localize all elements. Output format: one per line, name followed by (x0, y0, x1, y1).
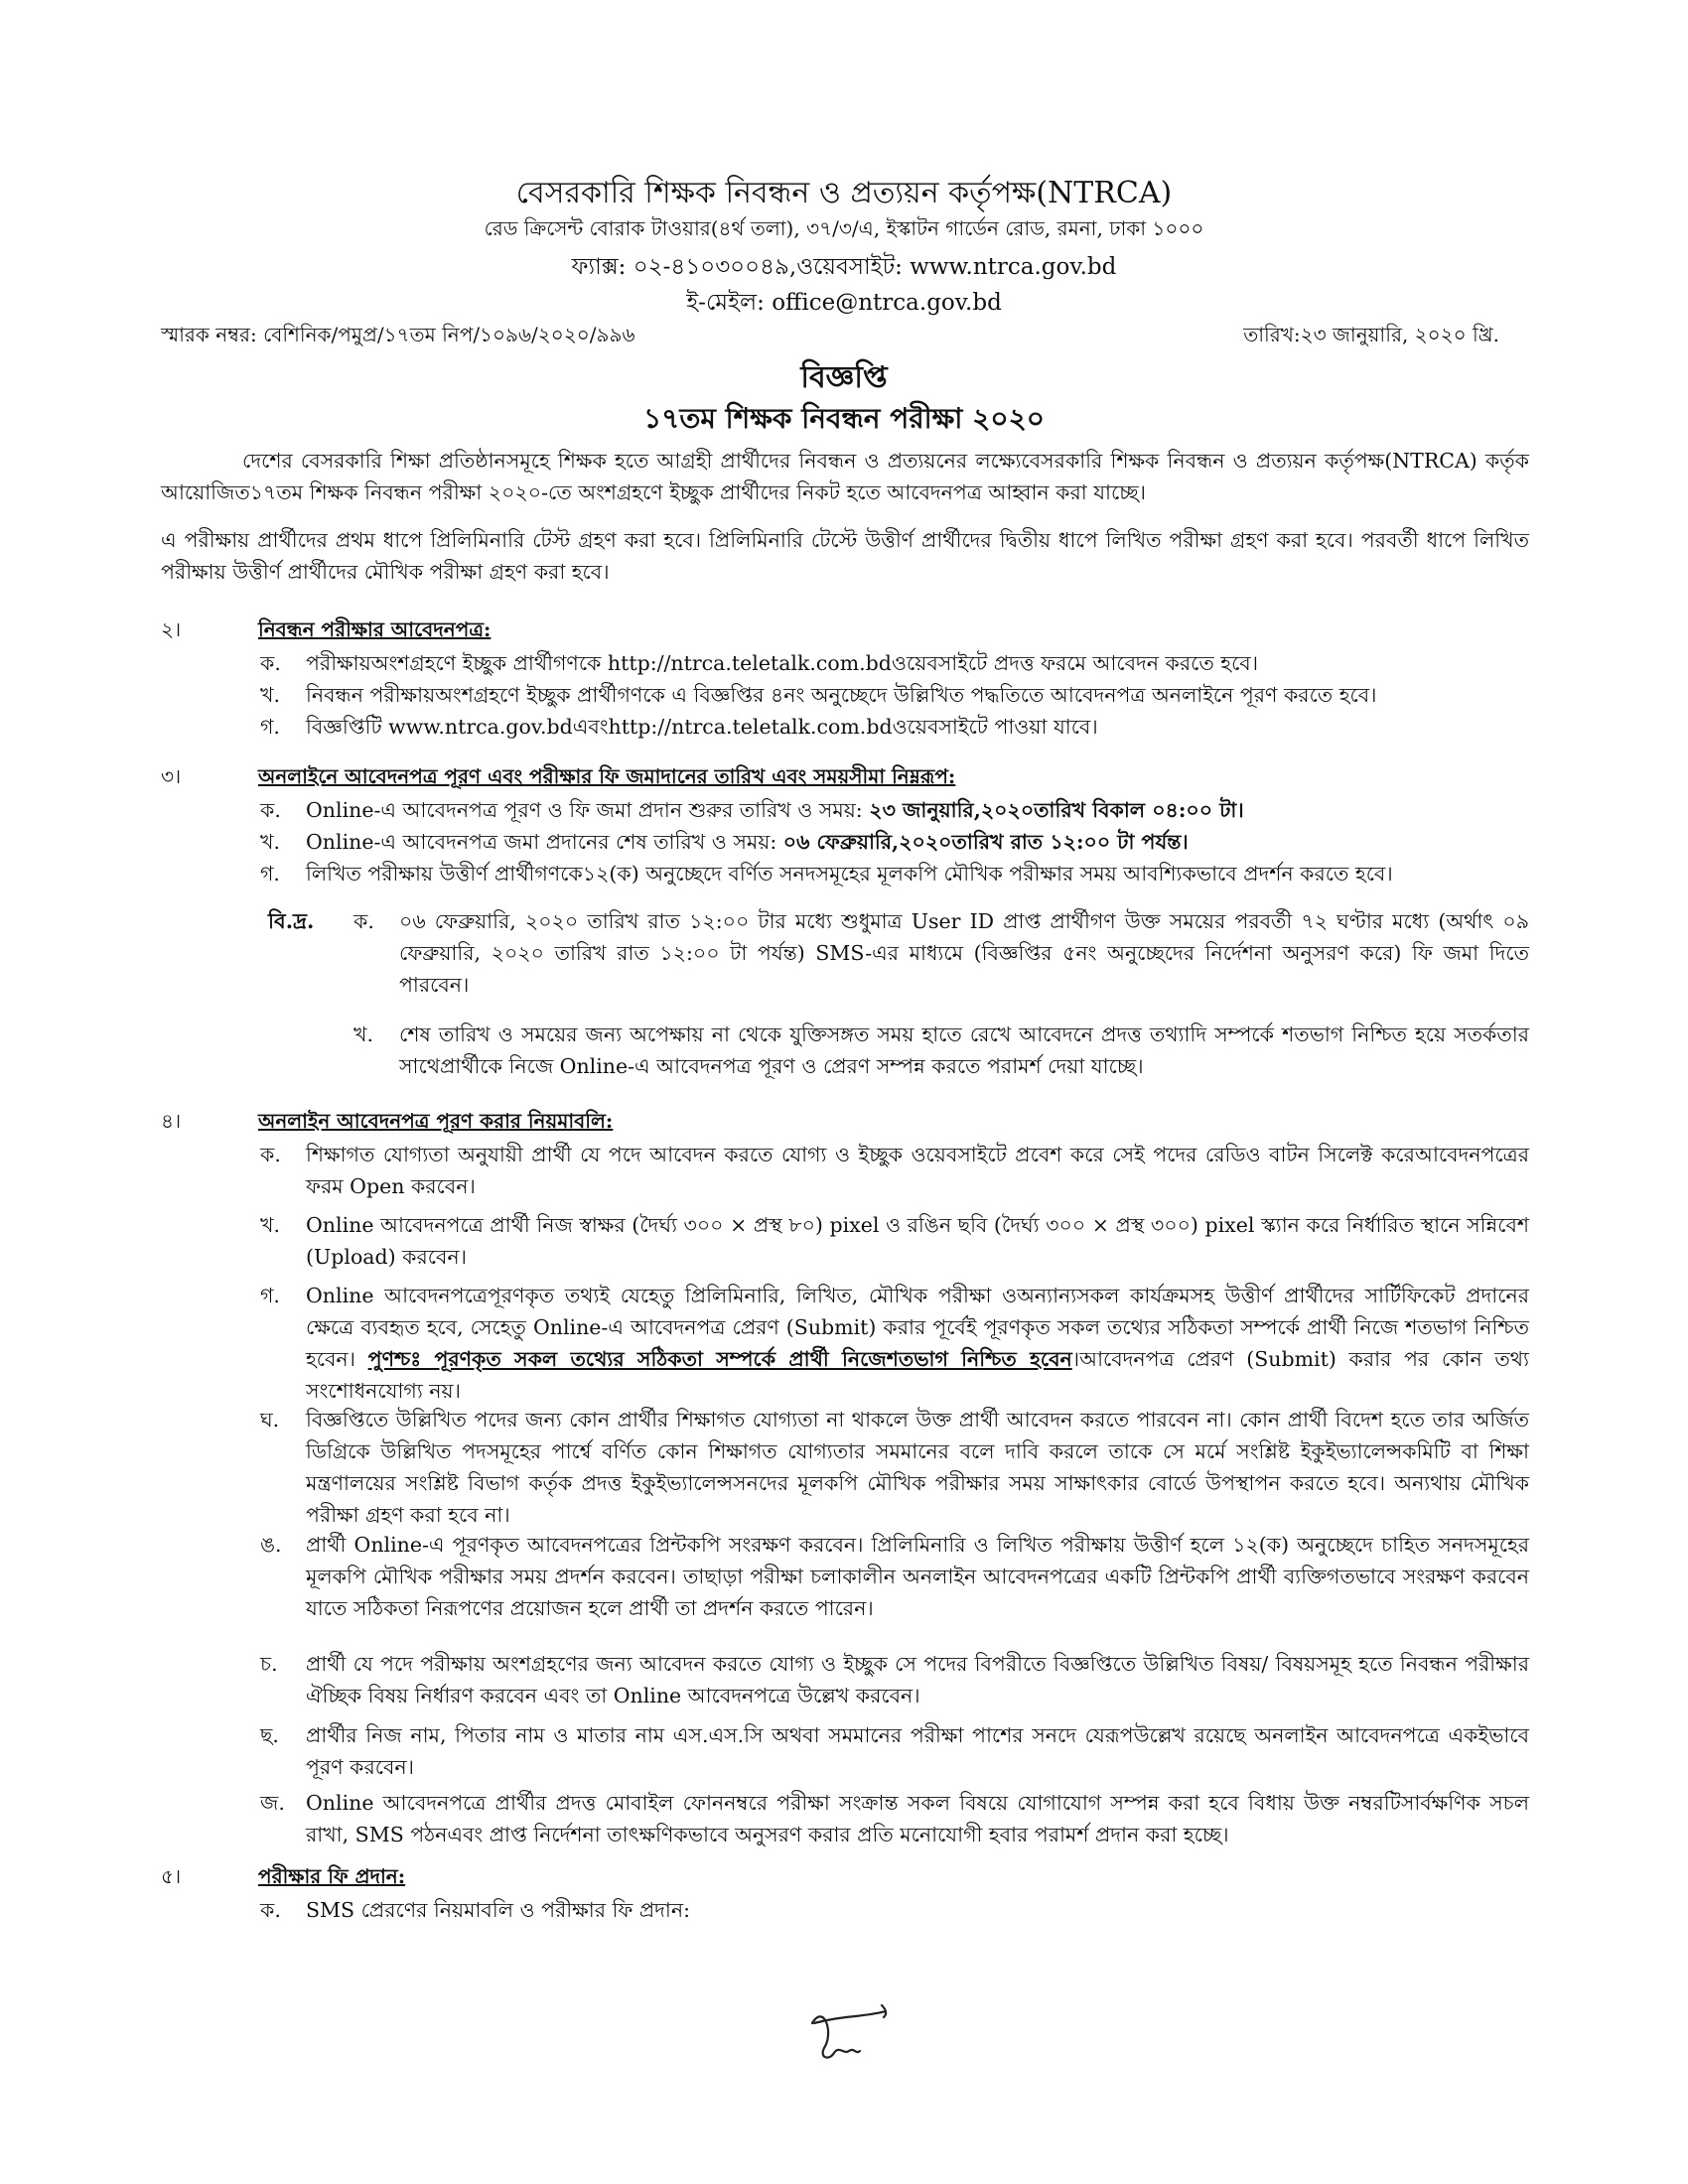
list-item (260, 679, 1529, 711)
item-text: Online আবেদনপত্রে প্রার্থীর প্রদত্ত মোবাইল ফোননম্বরে পরীক্ষা সংক্রান্ত সকল বিষয়ে যোগাযোগ সম্পন্ন করা হবে বিধায় উক্ত নম্বরটিসার্বক্ষণিক সচল রাখা, SMS পঠনএবং প্রাপ্ত নির্দেশনা তাৎক্ষণিকভাবে অনুসরণ করার প্রতি মনোযোগী হবার পরামর্শ প্রদান করা হচ্ছে। (306, 1791, 1529, 1846)
item-label: ঙ. (260, 1533, 282, 1557)
start-date-text: ২৩ জানুয়ারি,২০২০তারিখ বিকাল ০৪:০০ টা। (869, 798, 1244, 822)
item-text: প্রার্থী যে পদে পরীক্ষায় অংশগ্রহণের জন্য আবেদন করতে যোগ্য ও ইচ্ছুক সে পদের বিপরীতে বিজ্ঞপ্তিতে উল্লিখিত বিষয়/ বিষয়সমূহ হতে নিবন্ধন পরীক্ষার ঐচ্ছিক বিষয় নির্ধারণ করবেন এবং তা Online আবেদনপত্রে উল্লেখ করবেন। (306, 1652, 1529, 1707)
item-label: ক. (353, 909, 374, 933)
item-label: ছ. (260, 1723, 279, 1747)
intro-paragraph-1: দেশের বেসরকারি শিক্ষা প্রতিষ্ঠানসমূহে শিক্ষক হতে আগ্রহী প্রার্থীদের নিবন্ধন ও প্রত্যয়নের লক্ষ্যেবেসরকারি শিক্ষক নিবন্ধন ও প্রত্যয়ন কর্তৃপক্ষ(NTRCA) কর্তৃক আয়োজিত১৭তম শিক্ষক নিবন্ধন পরীক্ষা ২০২০-তে অংশগ্রহণে ইচ্ছুক প্রার্থীদের নিকট হতে আবেদনপত্র আহ্বান করা যাচ্ছে। (161, 449, 1529, 504)
item-label: খ. (353, 1023, 373, 1046)
org-address: রেড ক্রিসেন্ট বোরাক টাওয়ার(৪র্থ তলা), ৩৭/৩/এ, ইস্কাটন গার্ডেন রোড, রমনা, ঢাকা ১০০০ (484, 216, 1204, 240)
list-item (260, 1139, 1529, 1202)
emphasis-text: পুণশ্চঃ পূরণকৃত সকল তথ্যের সঠিকতা সম্পর্কে প্রার্থী নিজেশতভাগ নিশ্চিত হবেন (367, 1347, 1072, 1371)
list-item (260, 794, 1529, 826)
item-label: গ. (260, 862, 280, 886)
nb-item (353, 905, 1529, 1001)
item-text: Online আবেদনপত্রেপূরণকৃত তথ্যই যেহেতু প্রিলিমিনারি, লিখিত, মৌখিক পরীক্ষা ওঅন্যান্যসকল কার্যক্রমসহ উত্তীর্ণ প্রার্থীদের সার্টিফিকেট প্রদানের ক্ষেত্রে ব্যবহৃত হবে, সেহেতু Online-এ আবেদনপত্র প্রেরণ (Submit) করার পূর্বেই পূরণকৃত সকল তথ্যের সঠিকতা সম্পর্কে প্রার্থী নিজে শতভাগ নিশ্চিত হবেন। (306, 1284, 1529, 1371)
item-text: পরীক্ষায়অংশগ্রহণে ইচ্ছুক প্রার্থীগণকে http://ntrca.teletalk.com.bdওয়েবসাইটে প্রদত্ত ফরমে আবেদন করতে হবে। (306, 651, 1259, 675)
notice-subtitle: ১৭তম শিক্ষক নিবন্ধন পরীক্ষা ২০২০ (642, 402, 1045, 435)
item-label: খ. (260, 1213, 280, 1237)
item-text: প্রার্থীর নিজ নাম, পিতার নাম ও মাতার নাম এস.এস.সি অথবা সমমানের পরীক্ষা পাশের সনদে যেরূপউল্লেখ রয়েছে অনলাইন আবেদনপত্রে একইভাবে পূরণ করবেন। (306, 1723, 1529, 1779)
nb-label: বি.দ্র. (268, 908, 315, 933)
notice-title: বিজ্ঞপ্তি (800, 360, 888, 395)
item-text: প্রার্থী Online-এ পূরণকৃত আবেদনপত্রের প্রিন্টকপি সংরক্ষণ করবেন। প্রিলিমিনারি ও লিখিত পরীক্ষায় উত্তীর্ণ হলে ১২(ক) অনুচ্ছেদে চাহিত সনদসমূহের মূলকপি মৌখিক পরীক্ষার সময় প্রদর্শন করবেন। তাছাড়া পরীক্ষা চলাকালীন অনলাইন আবেদনপত্রের একটি প্রিন্টকপি প্রার্থী ব্যক্তিগতভাবে সংরক্ষণ করবেন যাতে সঠিকতা নিরূপণের প্রয়োজন হলে প্রার্থী তা প্রদর্শন করতে পারেন। (306, 1533, 1529, 1620)
section-5-heading: পরীক্ষার ফি প্রদান: (258, 1864, 406, 1888)
item-label: খ. (260, 830, 280, 854)
section-2-heading: নিবন্ধন পরীক্ষার আবেদনপত্র: (258, 617, 492, 641)
item-text: বিজ্ঞপ্তিতে উল্লিখিত পদের জন্য কোন প্রার্থীর শিক্ষাগত যোগ্যতা না থাকলে উক্ত প্রার্থী আবেদন করতে পারবেন না। কোন প্রার্থী বিদেশ হতে তার অর্জিত ডিগ্রিকে উল্লিখিত পদসমূহের পার্শ্বে বর্ণিত কোন শিক্ষাগত যোগ্যতার সমমানের বলে দাবি করলে তাকে সে মর্মে সংশ্লিষ্ট ইকুইভ্যালেন্সকমিটি বা শিক্ষা মন্ত্রণালয়ের সংশ্লিষ্ট বিভাগ কর্তৃক প্রদত্ত ইকুইভ্যালেন্সসনদের মূলকপি মৌখিক পরীক্ষার সময় সাক্ষাৎকার বোর্ডে উপস্থাপন করতে হবে। অন্যথায় মৌখিক পরীক্ষা গ্রহণ করা হবে না। (306, 1408, 1529, 1527)
list-item (260, 1648, 1529, 1711)
item-label: ক. (260, 651, 281, 675)
list-item (260, 1894, 1529, 1926)
section-3-number: ৩। (161, 764, 182, 788)
section-3-heading: অনলাইনে আবেদনপত্র পূরণ এবং পরীক্ষার ফি জমাদানের তারিখ এবং সময়সীমা নিম্নরূপ: (258, 764, 956, 788)
end-date-text: ০৬ ফেব্রুয়ারি,২০২০তারিখ রাত ১২:০০ টা পর্যন্ত। (782, 830, 1189, 854)
section-5-number: ৫। (161, 1864, 182, 1888)
list-item (260, 711, 1529, 743)
list-item (260, 858, 1529, 889)
item-text: লিখিত পরীক্ষায় উত্তীর্ণ প্রার্থীগণকে১২(ক) অনুচ্ছেদে বর্ণিত সনদসমূহের মূলকপি মৌখিক পরীক্ষার সময় আবশ্যিকভাবে প্রদর্শন করতে হবে। (306, 862, 1393, 886)
section-4-number: ৪। (161, 1109, 182, 1133)
list-item (260, 1209, 1529, 1273)
item-text: Online-এ আবেদনপত্র জমা প্রদানের শেষ তারিখ ও সময়: (306, 830, 783, 854)
list-item (260, 1529, 1529, 1624)
section-4-heading: অনলাইন আবেদনপত্র পূরণ করার নিয়মাবলি: (258, 1109, 614, 1133)
item-text: শিক্ষাগত যোগ্যতা অনুযায়ী প্রার্থী যে পদে আবেদন করতে যোগ্য ও ইচ্ছুক ওয়েবসাইটে প্রবেশ করে সেই পদের রেডিও বাটন সিলেক্ট করেআবেদনপত্রের ফরম Open করবেন। (306, 1143, 1529, 1198)
item-tail-text: ।আবেদনপত্র প্রেরণ (Submit) করার পর কোন তথ্য সংশোধনযোগ্য নয়। (306, 1347, 1529, 1403)
org-name: বেসরকারি শিক্ষক নিবন্ধন ও প্রত্যয়ন কর্তৃপক্ষ(NTRCA) (515, 176, 1173, 210)
org-fax-website: ফ্যাক্স: ০২-৪১০৩০০৪৯,ওয়েবসাইট: www.ntrca.gov.bd (571, 254, 1117, 280)
item-label: খ. (260, 683, 280, 707)
memo-number: স্মারক নম্বর: বেশিনিক/পমুপ্র/১৭তম নিপ/১০৯৬/২০২০/৯৯৬ (161, 323, 635, 346)
notice-date: তারিখ:২৩ জানুয়ারি, ২০২০ খ্রি. (1243, 323, 1499, 346)
list-item (260, 1280, 1529, 1407)
item-label: ঘ. (260, 1408, 280, 1432)
list-item (260, 647, 1529, 679)
item-text: নিবন্ধন পরীক্ষায়অংশগ্রহণে ইচ্ছুক প্রার্থীগণকে এ বিজ্ঞপ্তির ৪নং অনুচ্ছেদে উল্লিখিত পদ্ধতিতে আবেদনপত্র অনলাইনে পূরণ করতে হবে। (306, 683, 1377, 707)
nb-item (353, 1019, 1529, 1082)
item-label: ক. (260, 1143, 281, 1166)
list-item (260, 1719, 1529, 1783)
list-item (260, 1404, 1529, 1531)
org-email: ই-মেইল: office@ntrca.gov.bd (686, 290, 1002, 316)
item-label: ক. (260, 1898, 281, 1922)
item-label: জ. (260, 1791, 285, 1815)
item-text: SMS প্রেরণের নিয়মাবলি ও পরীক্ষার ফি প্রদান: (306, 1898, 691, 1922)
item-text: শেষ তারিখ ও সময়ের জন্য অপেক্ষায় না থেকে যুক্তিসঙ্গত সময় হাতে রেখে আবেদনে প্রদত্ত তথ্যাদি সম্পর্কে শতভাগ নিশ্চিত হয়ে সতর্কতার সাথেপ্রার্থীকে নিজে Online-এ আবেদনপত্র পূরণ ও প্রেরণ সম্পন্ন করতে পরামর্শ দেয়া যাচ্ছে। (399, 1023, 1529, 1078)
item-text: ০৬ ফেব্রুয়ারি, ২০২০ তারিখ রাত ১২:০০ টার মধ্যে শুধুমাত্র User ID প্রাপ্ত প্রার্থীগণ উক্ত সময়ের পরবর্তী ৭২ ঘণ্টার মধ্যে (অর্থাৎ ০৯ ফেব্রুয়ারি, ২০২০ তারিখ রাত ১২:০০ টা পর্যন্ত) SMS-এর মাধ্যমে (বিজ্ঞপ্তির ৫নং অনুচ্ছেদের নির্দেশনা অনুসরণ করে) ফি জমা দিতে পারবেন। (399, 909, 1529, 997)
item-text: বিজ্ঞপ্তিটি www.ntrca.gov.bdএবংhttp://ntrca.teletalk.com.bdওয়েবসাইটে পাওয়া যাবে। (306, 715, 1098, 739)
intro-paragraph-2: এ পরীক্ষায় প্রার্থীদের প্রথম ধাপে প্রিলিমিনারি টেস্ট গ্রহণ করা হবে। প্রিলিমিনারি টেস্টে উত্তীর্ণ প্রার্থীদের দ্বিতীয় ধাপে লিখিত পরীক্ষা গ্রহণ করা হবে। পরবর্তী ধাপে লিখিত পরীক্ষায় উত্তীর্ণ প্রার্থীদের মৌখিক পরীক্ষা গ্রহণ করা হবে। (161, 528, 1529, 584)
item-label: গ. (260, 1284, 280, 1307)
section-2-number: ২। (161, 617, 182, 641)
item-text: Online-এ আবেদনপত্র পূরণ ও ফি জমা প্রদান শুরুর তারিখ ও সময়: (306, 798, 870, 822)
item-text: Online আবেদনপত্রে প্রার্থী নিজ স্বাক্ষর (দৈর্ঘ্য ৩০০ × প্রস্থ ৮০) pixel ও রঙিন ছবি (দৈর্ঘ্য ৩০০ × প্রস্থ ৩০০) pixel স্ক্যান করে নির্ধারিত স্থানে সন্নিবেশ (Upload) করবেন। (306, 1213, 1529, 1269)
item-label: চ. (260, 1652, 278, 1676)
list-item (260, 1787, 1529, 1850)
signature-mark (794, 1993, 894, 2073)
item-label: ক. (260, 798, 281, 822)
item-label: গ. (260, 715, 280, 739)
list-item (260, 826, 1529, 858)
